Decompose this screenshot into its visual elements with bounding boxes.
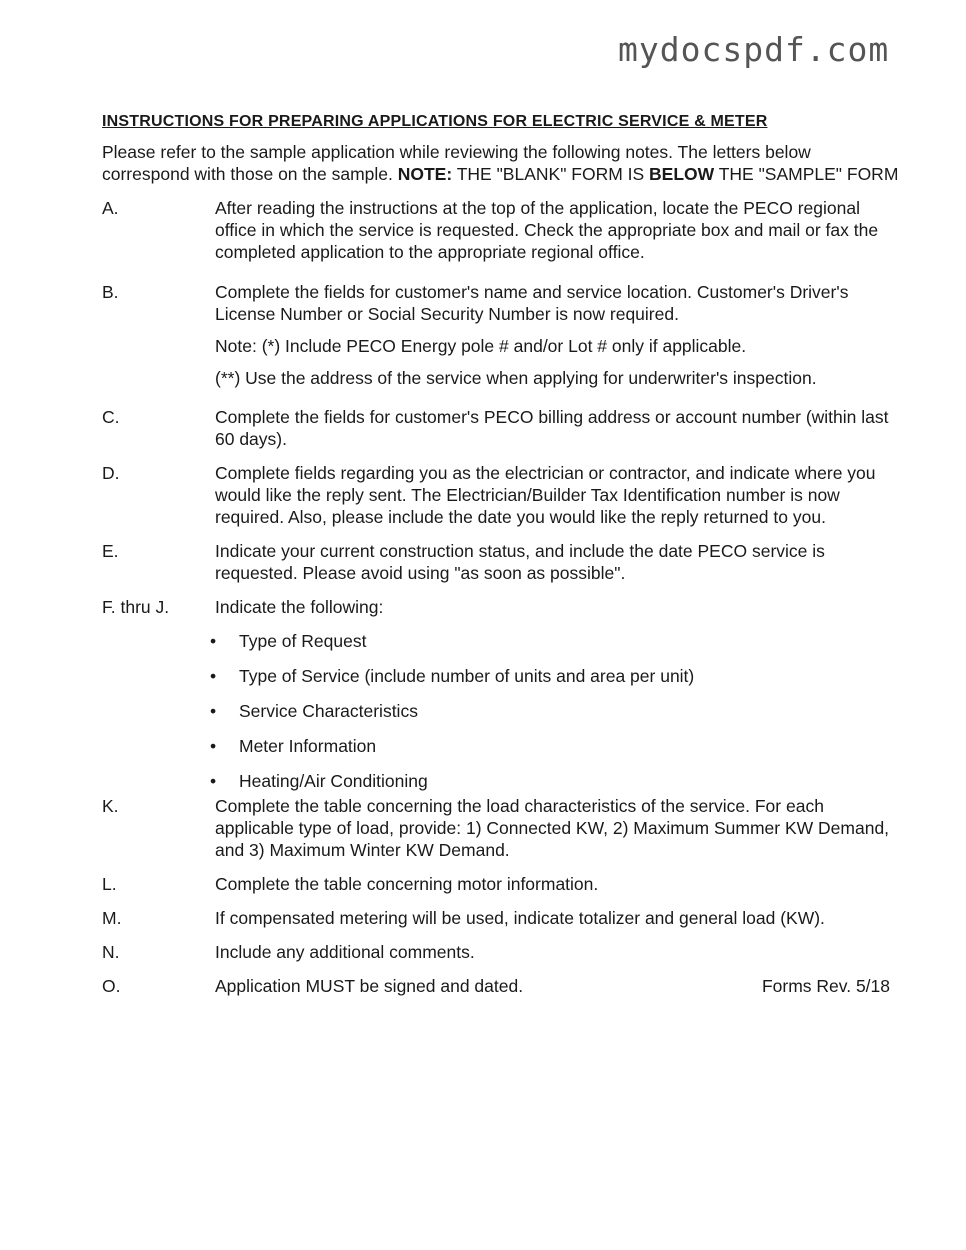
item-label: C. xyxy=(102,407,120,427)
item-d xyxy=(102,462,902,528)
intro-text: Please refer to the sample application while reviewing the following notes. The letters below correspond with those on the sample. xyxy=(102,142,811,184)
list-item xyxy=(208,630,902,652)
form-revision: Forms Rev. 5/18 xyxy=(761,976,890,996)
item-label: B. xyxy=(102,282,119,302)
item-text: Complete the table concerning motor information. xyxy=(215,874,599,894)
item-label: D. xyxy=(102,463,120,483)
item-b xyxy=(102,281,902,325)
note-text-2: THE "SAMPLE" FORM xyxy=(714,164,899,184)
item-text: Indicate your current construction status, and include the date PECO service is requested. Please avoid using "as soon as possible". xyxy=(215,541,825,583)
item-text: Complete the fields for customer's PECO billing address or account number (within last 60 days). xyxy=(215,407,889,449)
bullet-icon: • xyxy=(210,771,217,791)
item-text: Complete the table concerning the load characteristics of the service. For each applicable type of load, provide: 1) Connected KW, 2) Maximum Summer KW Demand, and 3) Maximum Winter KW Demand. xyxy=(215,796,890,860)
bullet-text: Heating/Air Conditioning xyxy=(239,771,428,791)
item-label: K. xyxy=(102,796,119,816)
item-c xyxy=(102,406,902,450)
item-k xyxy=(102,795,902,861)
item-label: N. xyxy=(102,942,120,962)
item-text: After reading the instructions at the top of the application, locate the PECO regional office in which the service is requested. Check the appropriate box and mail or fax the completed application to the appropriate regional office. xyxy=(215,198,879,262)
item-label: L. xyxy=(102,874,117,894)
list-item xyxy=(208,735,902,757)
document-title: INSTRUCTIONS FOR PREPARING APPLICATIONS FOR ELECTRIC SERVICE & METER xyxy=(102,113,768,130)
item-label: A. xyxy=(102,198,119,218)
item-b-note-1: Note: (*) Include PECO Energy pole # and/or Lot # only if applicable. xyxy=(215,336,747,356)
watermark: mydocspdf.com xyxy=(618,30,890,69)
intro-paragraph xyxy=(102,141,902,185)
item-m xyxy=(102,907,902,929)
item-n xyxy=(102,941,902,963)
bullet-icon: • xyxy=(210,736,217,756)
item-label: E. xyxy=(102,541,119,561)
item-text: Complete the fields for customer's name and service location. Customer's Driver's License Number or Social Security Number is now required. xyxy=(215,282,849,324)
item-text: Application MUST be signed and dated. xyxy=(215,976,524,996)
item-a xyxy=(102,197,902,263)
bullet-icon: • xyxy=(210,666,217,686)
item-b-note-2: (**) Use the address of the service when applying for underwriter's inspection. xyxy=(215,368,817,388)
item-label: F. thru J. xyxy=(102,597,170,617)
item-text: Indicate the following: xyxy=(215,597,384,617)
bullet-text: Type of Request xyxy=(239,631,367,651)
list-item xyxy=(208,770,902,792)
item-o xyxy=(102,975,902,997)
list-item xyxy=(208,700,902,722)
note-text-1: THE "BLANK" FORM IS xyxy=(452,164,650,184)
bullet-text: Type of Service (include number of units and area per unit) xyxy=(239,666,695,686)
item-l xyxy=(102,873,902,895)
item-e xyxy=(102,540,902,584)
bullet-list xyxy=(102,630,902,792)
bullet-text: Service Characteristics xyxy=(239,701,418,721)
document-body xyxy=(102,113,902,997)
item-f-thru-j xyxy=(102,596,902,618)
item-label: O. xyxy=(102,976,121,996)
item-text: Complete fields regarding you as the electrician or contractor, and indicate where you would like the reply sent. The Electrician/Builder Tax Identification number is now required. Also, please include the date you would like the reply returned to you. xyxy=(215,463,876,527)
item-label: M. xyxy=(102,908,122,928)
item-text: If compensated metering will be used, indicate totalizer and general load (KW). xyxy=(215,908,825,928)
note-label: NOTE: xyxy=(397,164,453,184)
below-label: BELOW xyxy=(649,164,715,184)
item-text: Include any additional comments. xyxy=(215,942,475,962)
list-item xyxy=(208,665,902,687)
bullet-icon: • xyxy=(210,631,217,651)
bullet-text: Meter Information xyxy=(239,736,377,756)
bullet-icon: • xyxy=(210,701,217,721)
